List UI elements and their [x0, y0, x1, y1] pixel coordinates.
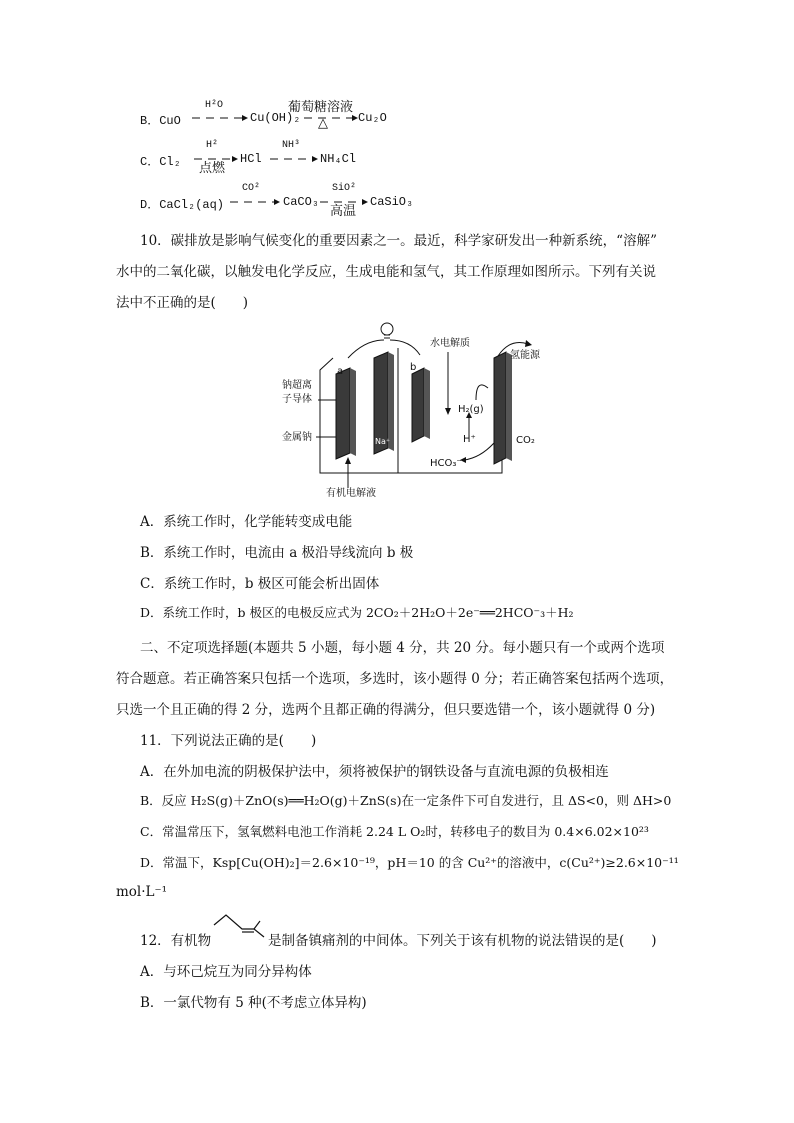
- q11-option-d-line-2: mol·L⁻¹: [116, 884, 168, 900]
- q11-option-d-line-1: D．常温下，Ksp[Cu(OH)₂]＝2.6×10⁻¹⁹，pH＝10 的含 Cu²⁺的溶液中，c(Cu²⁺)≥2.6×10⁻¹¹: [140, 855, 679, 870]
- organic-molecule-structure: [212, 909, 268, 943]
- option-b-product: Cu₂O: [358, 111, 387, 125]
- q12-option-b: B．一氯代物有 5 种(不考虑立体异构): [140, 995, 367, 1011]
- option-d-start: D．CaCl₂(aq): [140, 198, 225, 212]
- option-c-arrow-1: [192, 153, 240, 165]
- q12-stem-prefix: 12．有机物: [140, 933, 212, 949]
- option-d-reagent-2: SiO²: [332, 183, 357, 194]
- option-d-condition-2: 高温: [330, 204, 357, 219]
- option-b-heat: △: [318, 116, 328, 131]
- label-hydrogen-source: 氢能源: [510, 350, 540, 361]
- q10-option-b: B．系统工作时，电流由 a 极沿导线流向 b 极: [140, 545, 414, 561]
- q10-option-d: D．系统工作时，b 极区的电极反应式为 2CO₂＋2H₂O＋2e⁻══2HCO⁻₃＋H₂: [140, 605, 574, 620]
- label-h2: H₂(g): [458, 404, 484, 415]
- label-na-ion: Na⁺: [375, 437, 391, 446]
- option-b-reagent-1: H²O: [205, 100, 224, 111]
- electrode-a: [336, 368, 356, 459]
- label-sodium-conductor-1: 钠超离: [282, 380, 312, 391]
- option-d-reagent-1: CO²: [242, 183, 261, 194]
- q10-option-c: C．系统工作时，b 极区可能会析出固体: [140, 576, 380, 592]
- label-co2: CO₂: [516, 435, 535, 446]
- label-b: b: [410, 362, 417, 373]
- label-a: a: [337, 366, 344, 377]
- q10-option-a: A．系统工作时，化学能转变成电能: [140, 514, 353, 530]
- option-b-intermediate: Cu(OH)₂: [250, 111, 301, 125]
- option-c-start: C．Cl₂: [140, 155, 181, 169]
- option-d-arrow-1: [228, 196, 282, 208]
- section2-line-2: 符合题意。若正确答案只包括一个选项，多选时，该小题得 0 分；若正确答案包括两个选项，: [116, 671, 674, 687]
- option-b-reagent-2: 葡萄糖溶液: [288, 100, 354, 115]
- label-hco3: HCO₃⁻: [430, 458, 462, 469]
- label-organic-electrolyte: 有机电解液: [326, 488, 376, 498]
- q11-option-c: C．常温常压下，氢氧燃料电池工作消耗 2.24 L O₂时，转移电子的数目为 0.4×6.02×10²³: [140, 824, 649, 839]
- label-metal-sodium: 金属钠: [282, 432, 312, 443]
- hydrogen-electrode: [494, 352, 512, 464]
- label-water-electrolyte: 水电解质: [430, 338, 470, 349]
- option-d-intermediate: CaCO₃: [283, 195, 320, 209]
- option-c-reagent-2: NH³: [282, 140, 301, 151]
- section2-line-1: 二、不定项选择题(本题共 5 小题，每小题 4 分，共 20 分。每小题只有一个或两个选项: [140, 640, 665, 656]
- option-c-arrow-2: [268, 153, 320, 165]
- option-c-product: NH₄Cl: [320, 152, 357, 166]
- q10-line-2: 水中的二氧化碳，以触发电化学反应，生成电能和氢气，其工作原理如图所示。下列有关说: [116, 264, 656, 280]
- option-b-arrow-1: [190, 112, 250, 124]
- electrode-b: [412, 368, 430, 442]
- q12-stem-suffix: 是制备镇痛剂的中间体。下列关于该有机物的说法错误的是( ): [268, 933, 657, 949]
- bulb-icon: [381, 323, 393, 338]
- option-c-reagent-1: H²: [206, 140, 219, 151]
- q10-line-1: 10．碳排放是影响气候变化的重要因素之一。最近，科学家研发出一种新系统，“溶解”: [140, 233, 657, 249]
- q11-stem: 11．下列说法正确的是( ): [140, 733, 317, 749]
- q11-option-b: B．反应 H₂S(g)＋ZnO(s)══H₂O(g)＋ZnS(s)在一定条件下可自发进行，且 ΔS<0，则 ΔH>0: [140, 793, 672, 808]
- label-sodium-conductor-2: 子导体: [282, 394, 312, 405]
- q12-option-a: A．与环己烷互为同分异构体: [140, 964, 312, 980]
- option-c-condition-1: 点燃: [199, 161, 226, 176]
- option-d-arrow-2: [318, 196, 370, 208]
- q10-line-3: 法中不正确的是( ): [116, 295, 249, 311]
- option-b-start: B．CuO: [140, 114, 181, 128]
- option-c-intermediate: HCl: [240, 152, 262, 166]
- q11-option-a: A．在外加电流的阴极保护法中，须将被保护的钢铁设备与直流电源的负极相连: [140, 764, 609, 780]
- section2-line-3: 只选一个且正确的得 2 分，选两个且都正确的得满分，但只要选错一个，该小题就得 0 分): [116, 702, 656, 718]
- label-h-ion: H⁺: [463, 434, 476, 445]
- electrochemical-cell-diagram: [270, 318, 600, 498]
- option-b-arrow-2: [302, 112, 360, 124]
- option-d-product: CaSiO₃: [370, 195, 414, 209]
